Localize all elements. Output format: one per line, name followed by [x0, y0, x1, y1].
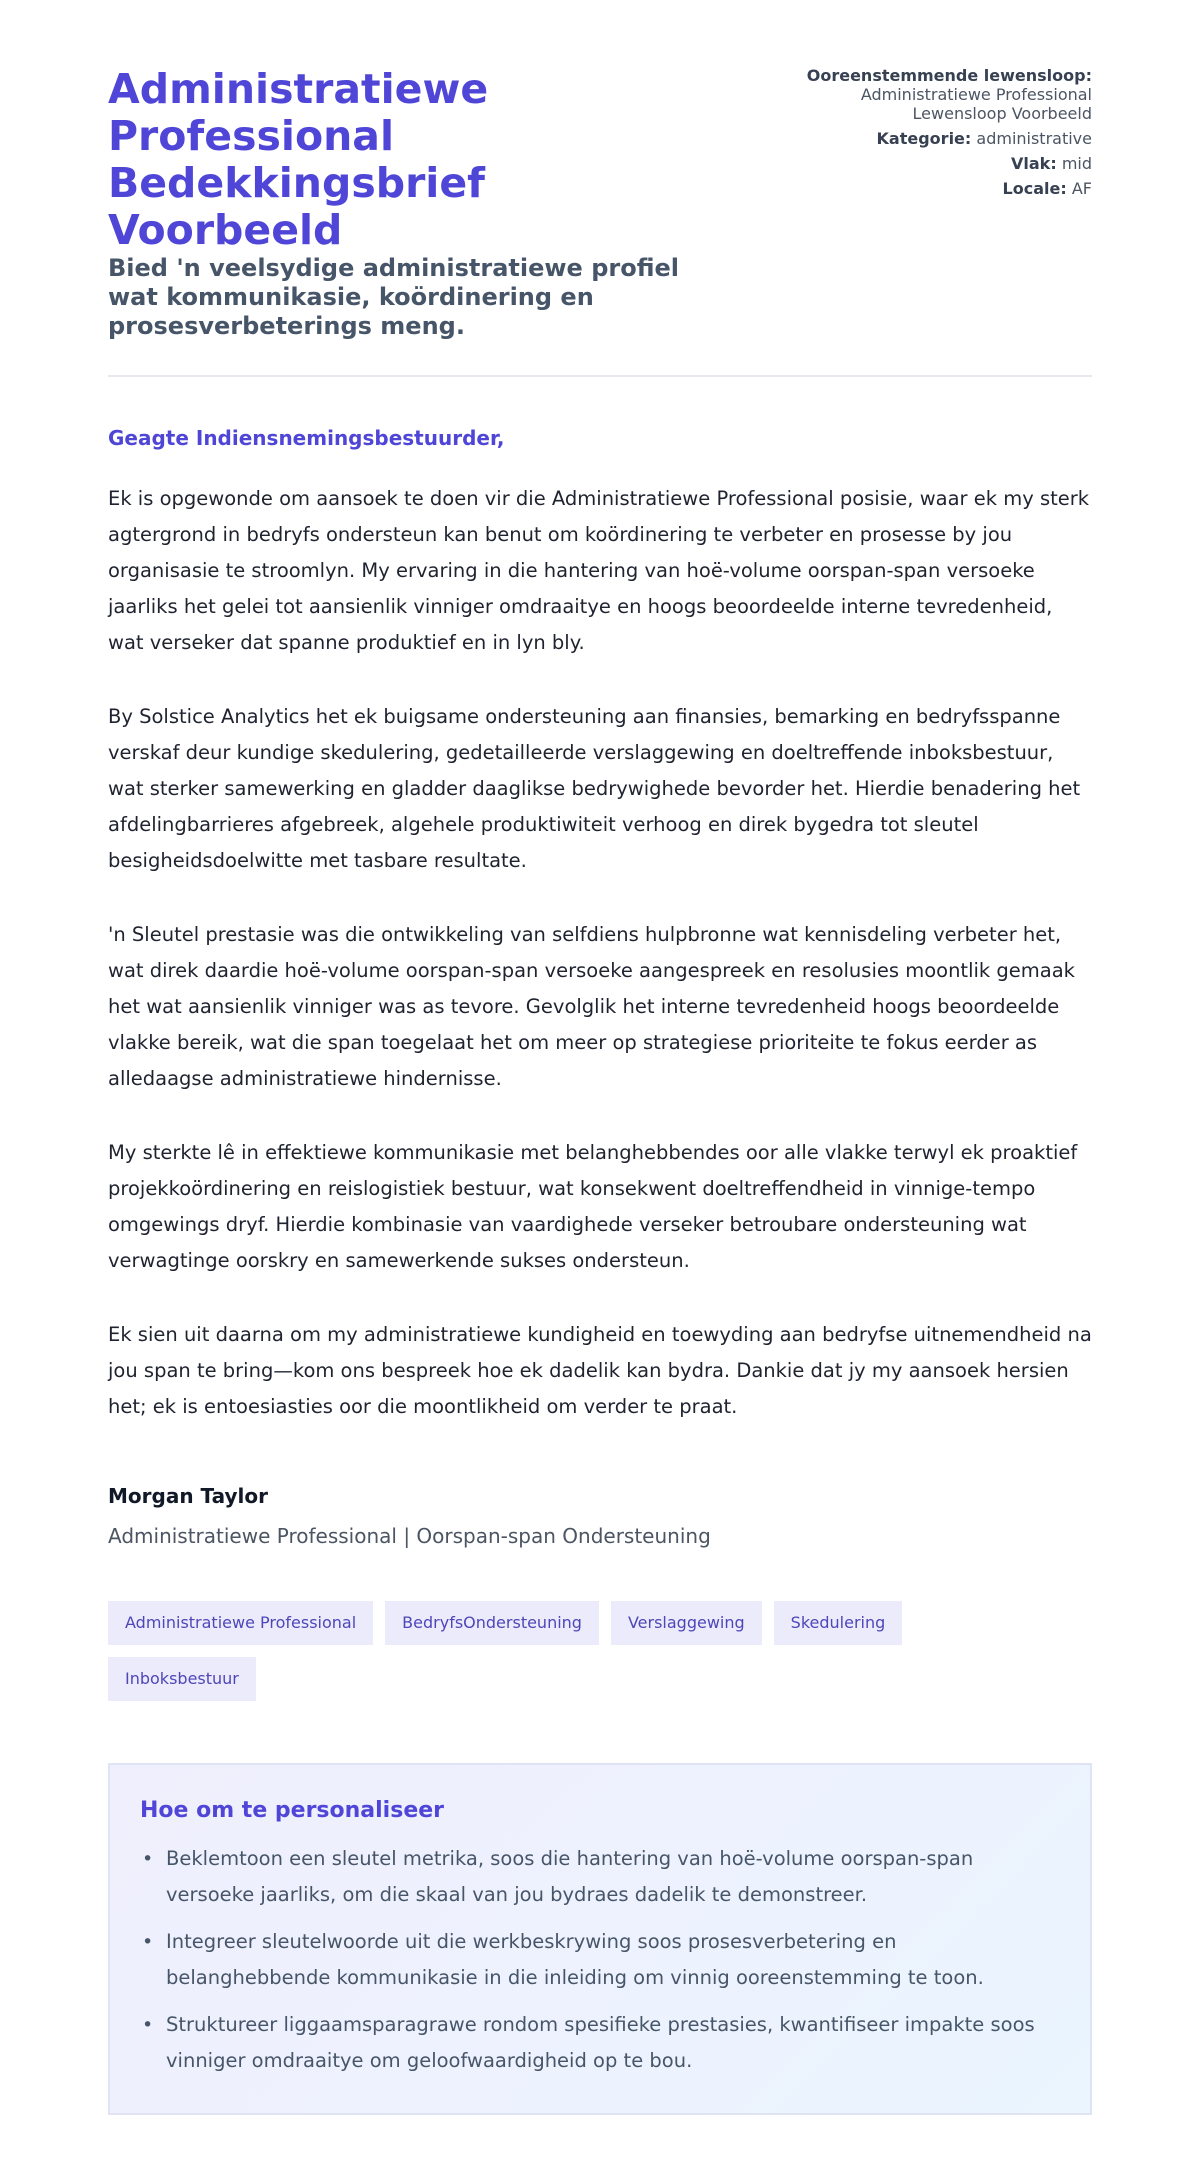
page-title: Administratiewe Professional Bedekkingsbrief Voorbeeld	[108, 65, 489, 254]
tip-item	[142, 1924, 1060, 1996]
title-block	[108, 66, 728, 341]
meta-level-value: mid	[1061, 154, 1092, 173]
meta-category-value: administrative	[976, 129, 1092, 148]
signature-name: Morgan Taylor	[108, 1484, 268, 1508]
tip-item	[142, 2007, 1060, 2079]
meta-panel	[807, 66, 1092, 204]
meta-locale-value: AF	[1071, 179, 1092, 198]
page-subtitle: Bied 'n veelsydige administratiewe profiel wat kommunikasie, koördinering en prosesverbeterings meng.	[108, 254, 679, 340]
letter-greeting: Geagte Indiensnemingsbestuurder,	[108, 426, 505, 450]
letter-paragraph: 'n Sleutel prestasie was die ontwikkeling van selfdiens hulpbronne wat kennisdeling verbeter het, wat direk daardie hoë-volume oorspan-span versoeke aangespreek en resolusies moontlik gemaak het wat aansienlik vinniger was as tevore. Gevolglik het interne tevredenheid hoogs beoordeelde vlakke bereik, wat die span toegelaat het om meer op strategiese prioriteite te fokus eerder as alledaagse administratiewe hindernisse.	[108, 923, 1075, 1090]
tag: Verslaggewing	[611, 1601, 762, 1645]
tag: Skedulering	[774, 1601, 903, 1645]
tag: Inboksbestuur	[108, 1657, 256, 1701]
tag: Administratiewe Professional	[108, 1601, 373, 1645]
tips-list	[140, 1841, 1060, 2079]
meta-matching-resume-label: Ooreenstemmende lewensloop:	[806, 66, 1092, 85]
meta-matching-resume	[807, 66, 1092, 123]
tip-text: Beklemtoon een sleutel metrika, soos die hantering van hoë-volume oorspan-span versoeke jaarliks, om die skaal van jou bydraes dadelik te demonstreer.	[166, 1847, 974, 1906]
bullet-icon: •	[142, 1848, 154, 1870]
meta-locale	[807, 179, 1092, 198]
signature-title: Administratiewe Professional | Oorspan-span Ondersteuning	[108, 1524, 711, 1548]
letter-paragraph: By Solstice Analytics het ek buigsame ondersteuning aan finansies, bemarking en bedryfsspanne verskaf deur kundige skedulering, gedetailleerde verslaggewing en doeltreffende inboksbestuur, wat sterker samewerking en gladder daaglikse bedrywighede bevorder het. Hierdie benadering het afdelingbarrieres afgebreek, algehele produktiwiteit verhoog en direk bygedra tot sleutel besigheidsdoelwitte met tasbare resultate.	[108, 705, 1081, 872]
letter-body	[108, 481, 1092, 1425]
cover-letter-page	[108, 0, 1092, 2175]
tip-item	[142, 1841, 1060, 1913]
letter-paragraph: Ek is opgewonde om aansoek te doen vir die Administratiewe Professional posisie, waar ek my sterk agtergrond in bedryfs ondersteun kan benut om koördinering te verbeter en prosesse by jou organisasie te stroomlyn. My ervaring in die hantering van hoë-volume oorspan-span versoeke jaarliks het gelei tot aansienlik vinniger omdraaitye en hoogs beoordeelde interne tevredenheid, wat verseker dat spanne produktief en in lyn bly.	[108, 487, 1090, 654]
meta-level-label: Vlak:	[1011, 154, 1057, 173]
meta-matching-resume-value: Administratiewe Professional Lewensloop Voorbeeld	[860, 85, 1092, 123]
meta-level	[807, 154, 1092, 173]
signature-block	[108, 1483, 1092, 1549]
meta-category	[807, 129, 1092, 148]
meta-locale-label: Locale:	[1002, 179, 1067, 198]
tag-list	[108, 1601, 1008, 1701]
letter-paragraph: My sterkte lê in effektiewe kommunikasie met belanghebbendes oor alle vlakke terwyl ek proaktief projekkoördinering en reislogistiek bestuur, wat konsekwent doeltreffendheid in vinnige-tempo omgewings dryf. Hierdie kombinasie van vaardighede verseker betroubare ondersteuning wat verwagtinge oorskry en samewerkende sukses ondersteun.	[108, 1141, 1078, 1272]
letter-paragraph: Ek sien uit daarna om my administratiewe kundigheid en toewyding aan bedryfse uitnemendheid na jou span te bring—kom ons bespreek hoe ek dadelik kan bydra. Dankie dat jy my aansoek hersien het; ek is entoesiasties oor die moontlikheid om verder te praat.	[108, 1323, 1092, 1418]
meta-category-label: Kategorie:	[876, 129, 972, 148]
page-header	[108, 66, 1092, 377]
bullet-icon: •	[142, 2014, 154, 2036]
personalization-tips	[108, 1763, 1092, 2115]
tip-text: Integreer sleutelwoorde uit die werkbeskrywing soos prosesverbetering en belanghebbende kommunikasie in die inleiding om vinnig ooreenstemming te toon.	[166, 1930, 984, 1989]
tips-title: Hoe om te personaliseer	[140, 1798, 445, 1823]
bullet-icon: •	[142, 1931, 154, 1953]
tip-text: Struktureer liggaamsparagrawe rondom spesifieke prestasies, kwantifiseer impakte soos vinniger omdraaitye om geloofwaardigheid op te bou.	[166, 2013, 1035, 2072]
tag: BedryfsOndersteuning	[385, 1601, 599, 1645]
